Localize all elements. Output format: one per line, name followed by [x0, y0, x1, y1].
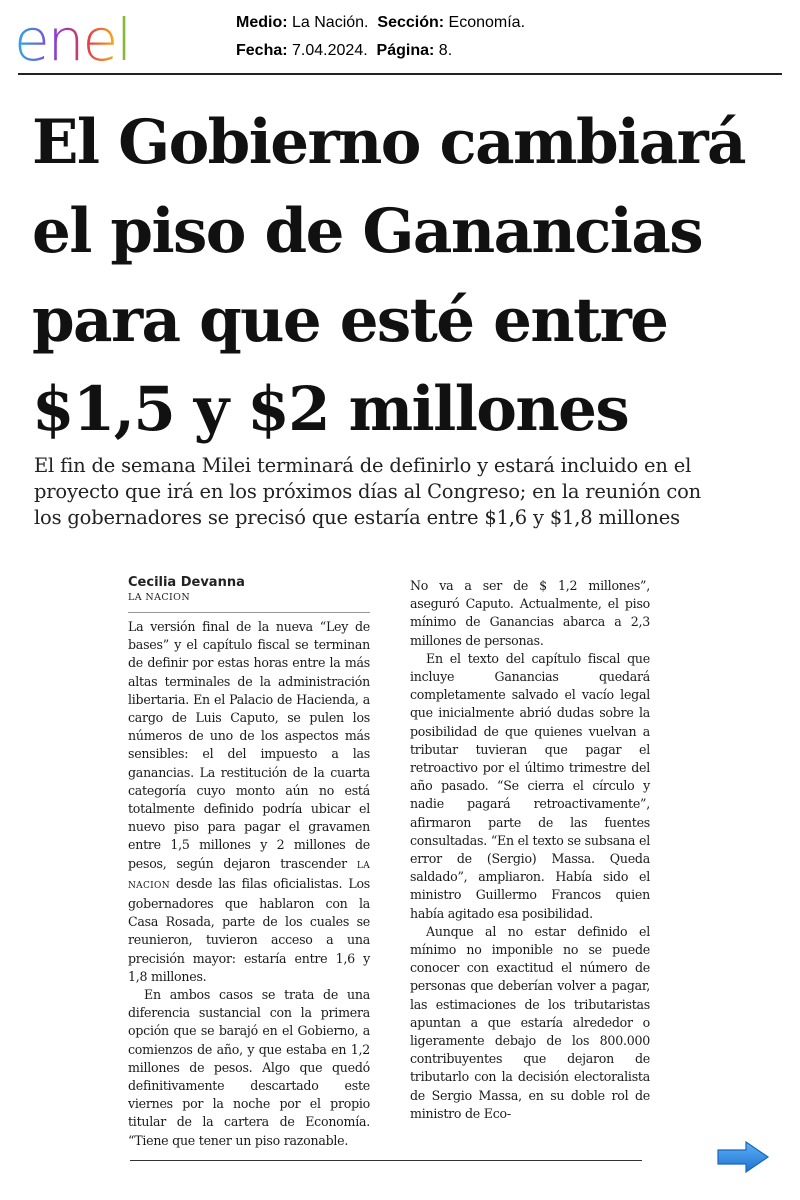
footer-divider	[130, 1160, 642, 1161]
pagina-value: 8.	[438, 42, 453, 59]
outlet-smallcaps: LA NACION	[128, 860, 370, 891]
headline-line: $1,5 y $2 millones	[32, 374, 629, 445]
byline	[128, 575, 245, 603]
article-column-1	[128, 618, 370, 1150]
article-column-2	[410, 577, 650, 1123]
clipping-header	[0, 0, 800, 80]
right-arrow-icon[interactable]	[716, 1140, 770, 1174]
article-headline	[32, 98, 782, 454]
enel-logo	[14, 8, 180, 70]
subhead-line: los gobernadores se precisó que estaría entre $1,6 y $1,8 millones	[34, 506, 680, 529]
headline-line: El Gobierno cambiará	[32, 107, 745, 178]
subhead-line: proyecto que irá en los próximos días al Congreso; en la reunión con	[34, 480, 702, 503]
subhead-line: El fin de semana Milei terminará de definirlo y estará incluido en el	[34, 454, 692, 477]
body-paragraph	[128, 618, 370, 986]
article-subheadline	[34, 453, 774, 531]
header-divider	[18, 73, 782, 75]
medio-value: La Nación.	[292, 14, 369, 31]
body-paragraph: En el texto del capítulo fiscal que incluye Ganancias quedará completamente salvado el vacío legal que inicialmente abrió dudas sobre la posibilidad de que quienes vuelvan a tributar tuvieran que pagar el retroactivo por el último trimestre del año pasado. “Se cierra el círculo y nadie pagará retroactivamente”, afirmaron parte de las fuentes consultadas. “En el texto se subsana el error de (Sergio) Massa. Queda saldado”, ampliaron. Había sido el ministro Guillermo Francos quien había agitado esa posibilidad.	[410, 650, 650, 921]
author-outlet: LA NACION	[128, 592, 191, 603]
clipping-metadata	[236, 9, 525, 65]
fecha-value: 7.04.2024.	[292, 42, 368, 59]
pagina-label: Página:	[376, 42, 435, 59]
author-name: Cecilia Devanna	[128, 575, 245, 590]
headline-line: para que esté entre	[32, 285, 668, 356]
meta-line-2	[236, 37, 525, 65]
body-text: desde las filas oficialistas. Los gobernadores que hablaron con la Casa Rosada, parte de los cuales se reunieron, tuvieron acceso a una precisión mayor: estaría entre 1,6 y 1,8 millones.	[128, 875, 370, 984]
byline-divider	[128, 612, 370, 613]
body-paragraph: Aunque al no estar definido el mínimo no imponible no se puede conocer con exactitud el número de personas que deberían volver a pagar, las estimaciones de los tributaristas apuntan a que estaría alrededor o ligeramente debajo de los 800.000 contribuyentes que dejaron de tributarlo con la decisión electoralista de Sergio Massa, en su doble rol de ministro de Eco-	[410, 923, 650, 1121]
body-paragraph: En ambos casos se trata de una diferencia sustancial con la primera opción que se barajó en el Gobierno, a comienzos de año, y que estaba en 1,2 millones de pesos. Algo que quedó definitivamente descartado este viernes por la noche por el propio titular de la cartera de Economía. “Tiene que tener un piso razonable.	[128, 987, 370, 1148]
body-paragraph: No va a ser de $ 1,2 millones”, aseguró Caputo. Actualmente, el piso mínimo de Ganancias abarca a 2,3 millones de personas.	[410, 578, 650, 648]
fecha-label: Fecha:	[236, 42, 288, 59]
logo-text: enel	[14, 8, 131, 70]
meta-line-1	[236, 9, 525, 37]
seccion-label: Sección:	[377, 14, 445, 31]
body-text: La versión final de la nueva “Ley de bases” y el capítulo fiscal se terminan de definir por estas horas entre la más altas terminales de la administración libertaria. En el Palacio de Hacienda, a cargo de Luis Caputo, se pulen los números de uno de los aspectos más sensibles: el del impuesto a las ganancias. La restitución de la cuarta categoría cuyo monto aún no está totalmente definido podría ubicar el nuevo piso para pagar el gravamen entre 1,5 millones y 2 millones de pesos, según dejaron trascender	[128, 619, 370, 871]
medio-label: Medio:	[236, 14, 288, 31]
seccion-value: Economía.	[448, 14, 526, 31]
headline-line: el piso de Ganancias	[32, 196, 703, 267]
